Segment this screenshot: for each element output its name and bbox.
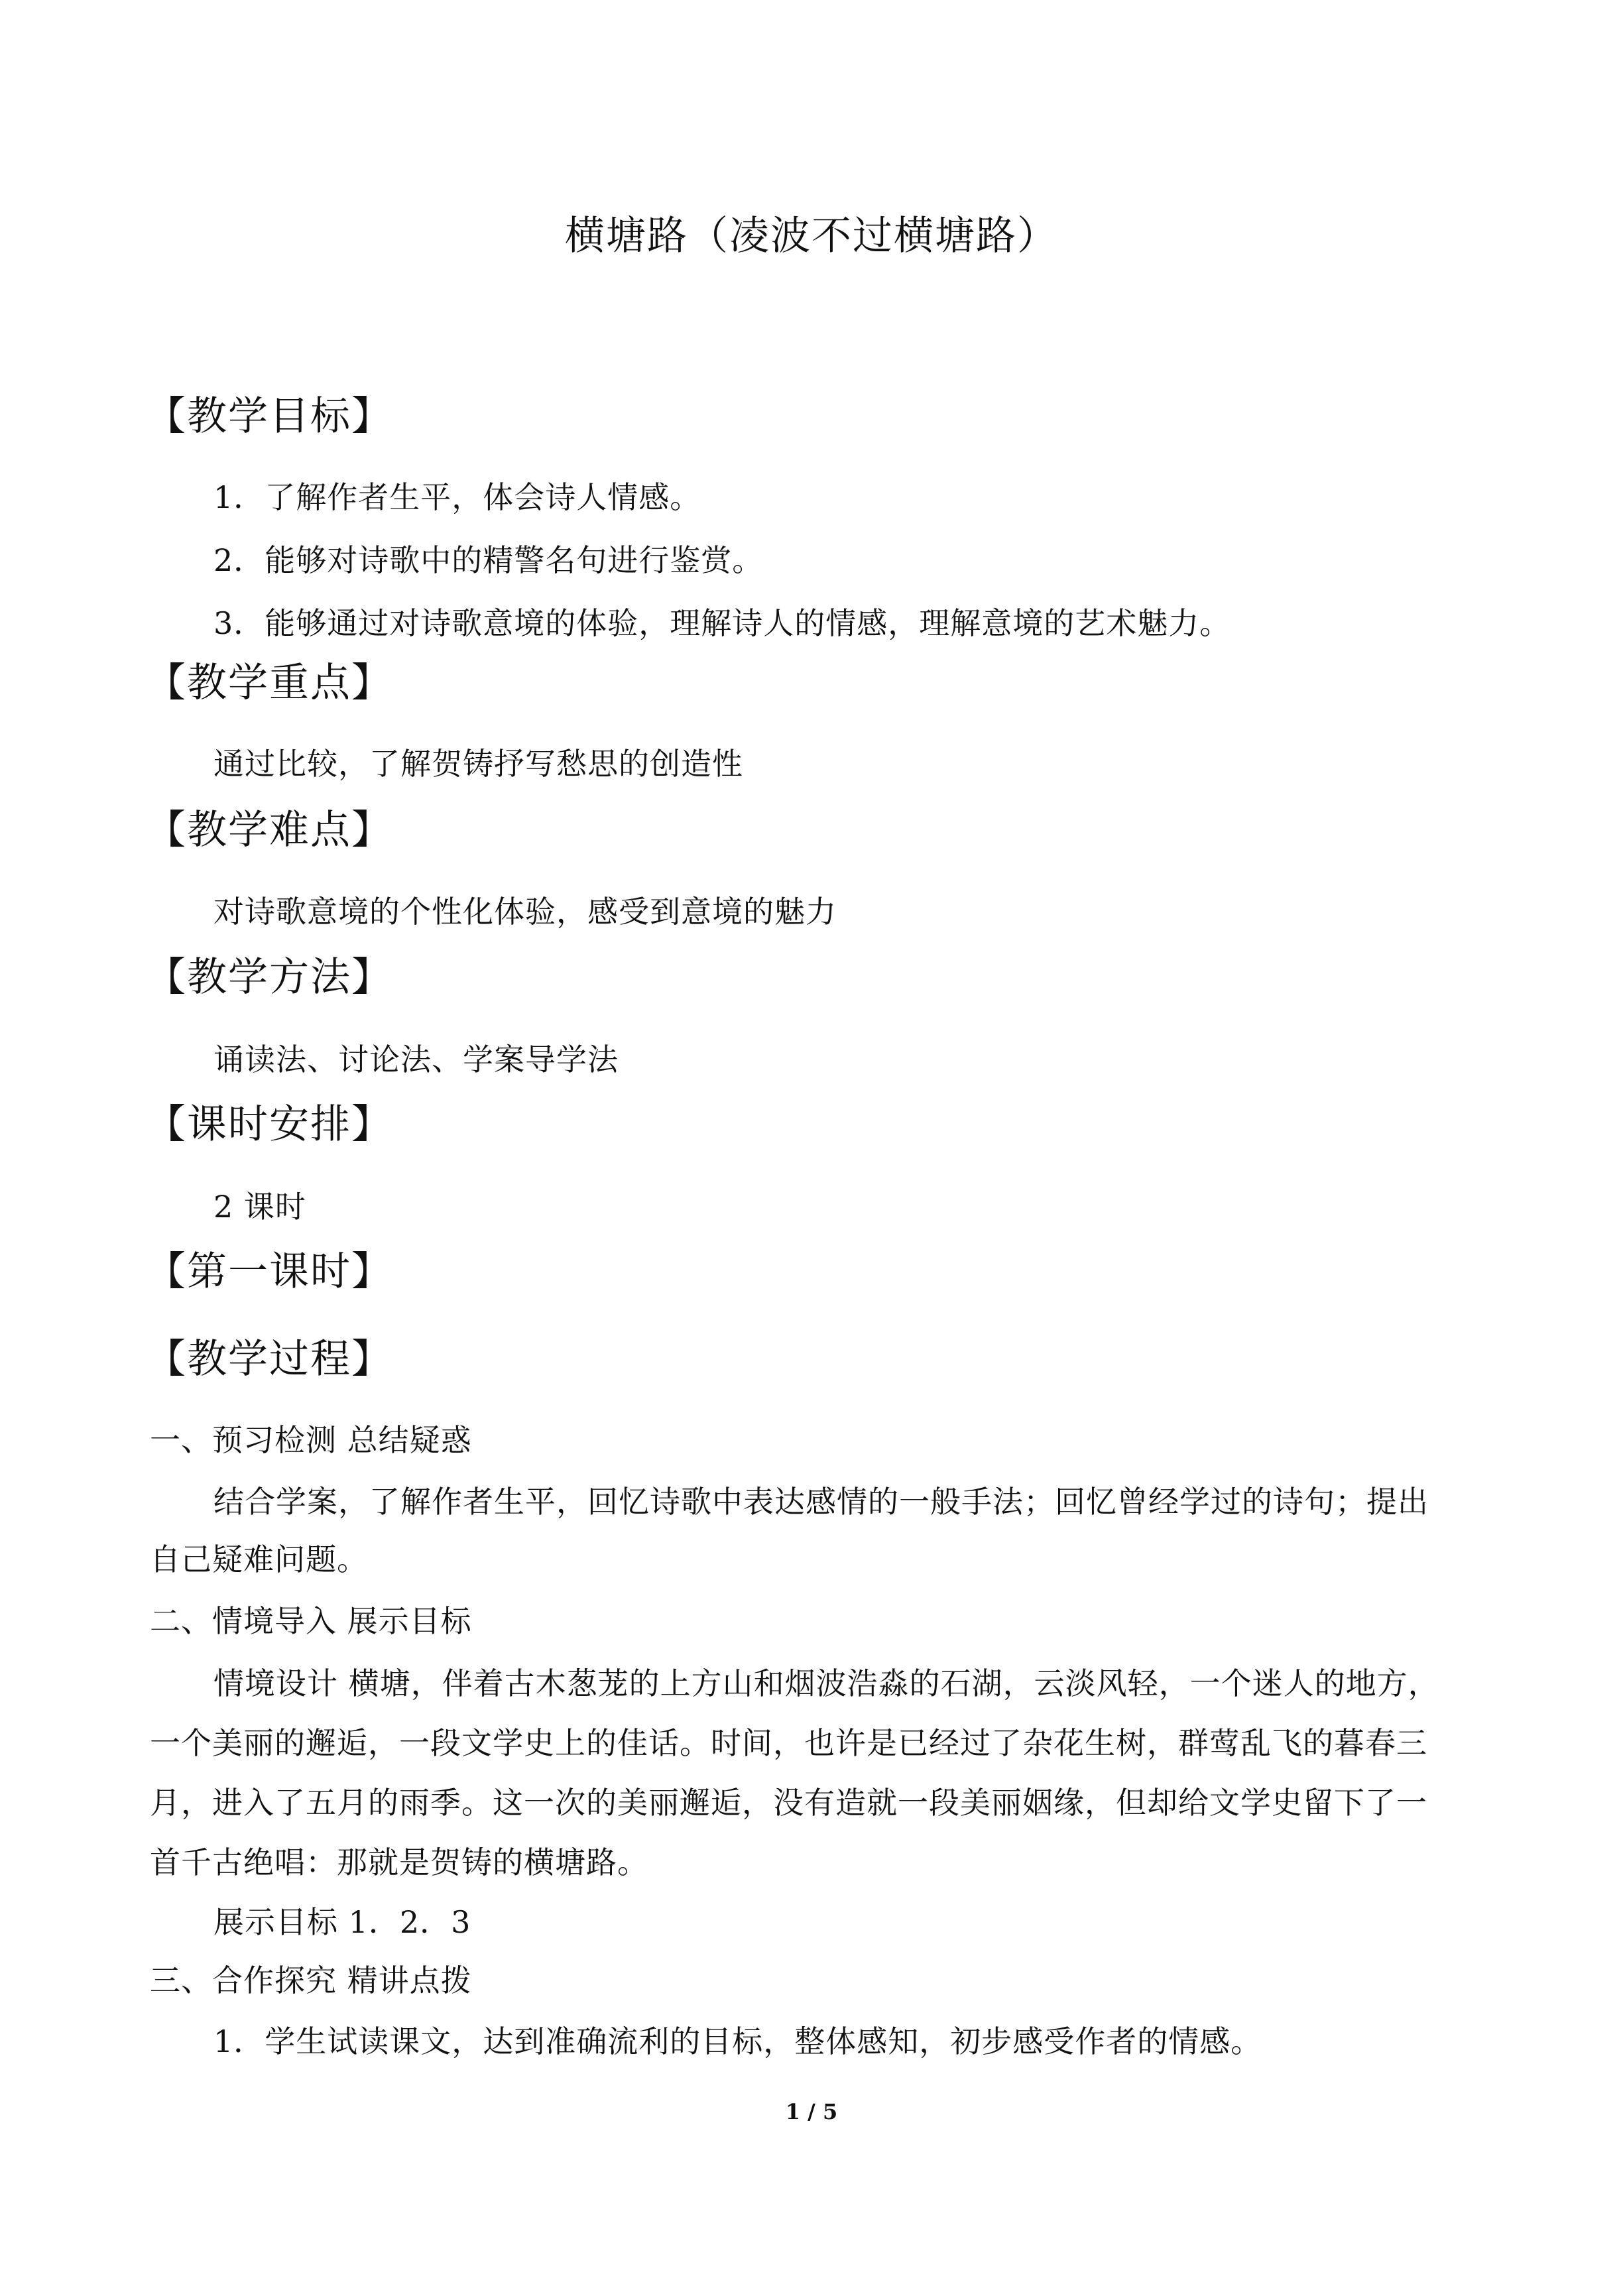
goal-item-2: 2．能够对诗歌中的精警名句进行鉴赏。: [213, 542, 764, 578]
key-points-text: 通过比较，了解贺铸抒写愁思的创造性: [213, 746, 743, 782]
process-step-3-title: 三、合作探究 精讲点拨: [150, 1963, 472, 1998]
goal-item-1: 1．了解作者生平，体会诗人情感。: [213, 479, 701, 515]
methods-text: 诵读法、讨论法、学案导学法: [213, 1042, 619, 1077]
heading-schedule: 【课时安排】: [146, 1101, 392, 1148]
schedule-text: 2 课时: [213, 1189, 306, 1225]
difficulties-text: 对诗歌意境的个性化体验，感受到意境的魅力: [213, 894, 837, 930]
process-step-2-line-1: 情境设计 横塘，伴着古木葱茏的上方山和烟波浩淼的石湖，云淡风轻，一个迷人的地方，: [213, 1665, 1439, 1701]
page-number: 1 / 5: [785, 2099, 838, 2124]
process-step-1-line-2: 自己疑难问题。: [150, 1541, 368, 1577]
heading-methods: 【教学方法】: [146, 954, 392, 1000]
document-title: 横塘路（凌波不过横塘路）: [565, 213, 1058, 259]
process-step-2-goals: 展示目标 1．2．3: [213, 1904, 471, 1940]
heading-difficulties: 【教学难点】: [146, 807, 392, 853]
process-step-2-line-4: 首千古绝唱：那就是贺铸的横塘路。: [150, 1844, 648, 1880]
goal-item-3: 3．能够通过对诗歌意境的体验，理解诗人的情感，理解意境的艺术魅力。: [213, 605, 1231, 641]
heading-key-points: 【教学重点】: [146, 660, 392, 706]
heading-process: 【教学过程】: [146, 1336, 392, 1382]
process-step-1-line-1: 结合学案，了解作者生平，回忆诗歌中表达感情的一般手法；回忆曾经学过的诗句；提出: [213, 1484, 1429, 1520]
process-step-2-line-3: 月，进入了五月的雨季。这一次的美丽邂逅，没有造就一段美丽姻缘，但却给文学史留下了一: [150, 1785, 1427, 1821]
process-step-3-line-1: 1．学生试读课文，达到准确流利的目标，整体感知，初步感受作者的情感。: [213, 2024, 1262, 2059]
heading-teaching-goals: 【教学目标】: [146, 393, 392, 440]
process-step-2-title: 二、情境导入 展示目标: [150, 1603, 472, 1639]
heading-first-lesson: 【第一课时】: [146, 1248, 392, 1295]
process-step-1-title: 一、预习检测 总结疑惑: [150, 1422, 472, 1458]
process-step-2-line-2: 一个美丽的邂逅，一段文学史上的佳话。时间，也许是已经过了杂花生树，群莺乱飞的暮春三: [150, 1725, 1427, 1761]
